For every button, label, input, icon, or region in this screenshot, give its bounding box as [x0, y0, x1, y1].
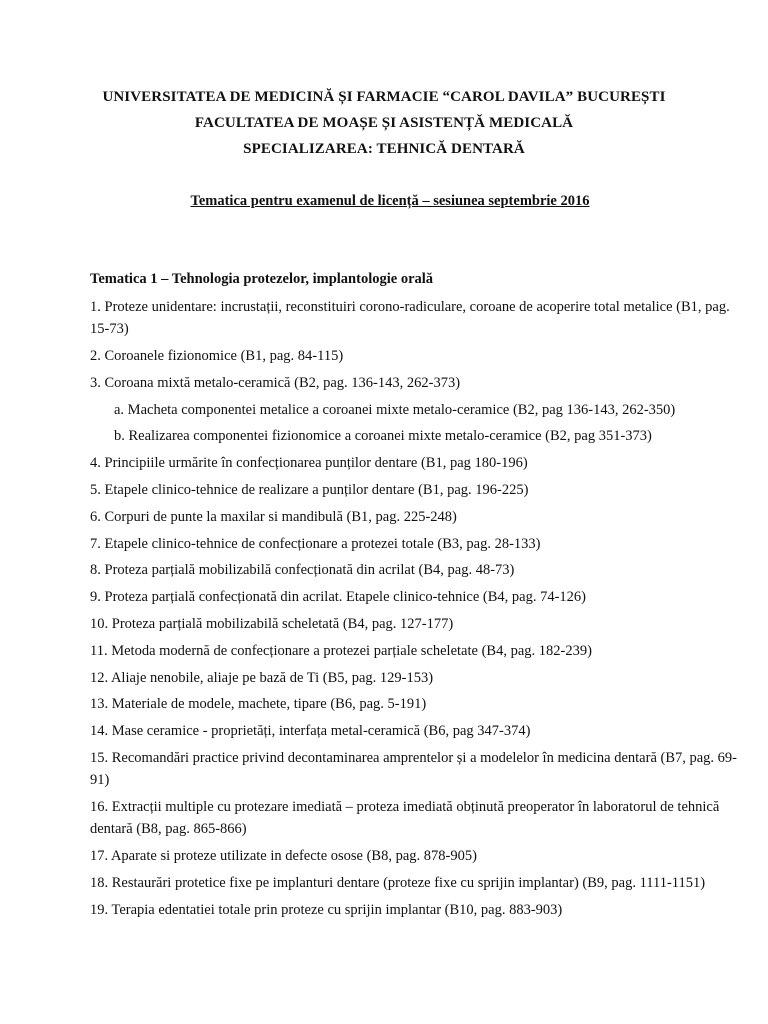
topic-item-10: 10. Proteza parțială mobilizabilă scheletată (B4, pag. 127-177): [90, 615, 454, 632]
topic-section: [90, 268, 740, 923]
topic-item-8: 8. Proteza parțială mobilizabilă confecționată din acrilat (B4, pag. 48-73): [90, 562, 515, 579]
topic-item-9: 9. Proteza parțială confecționată din acrilat. Etapele clinico-tehnice (B4, pag. 74-126): [90, 589, 587, 606]
topic-list: [90, 294, 740, 923]
topic-item-3: 3. Coroana mixtă metalo-ceramică (B2, pag. 136-143, 262-373): [90, 374, 461, 391]
topic-item-1: 1. Proteze unidentare: incrustații, reconstituiri corono-radiculare, coroane de acoperire total metalice (B1, pag. 15-73): [90, 299, 730, 337]
faculty-name: FACULTATEA DE MOAȘE ȘI ASISTENȚĂ MEDICALĂ: [194, 115, 574, 131]
topic-item-14: 14. Mase ceramice - proprietăți, interfața metal-ceramică (B6, pag 347-374): [90, 723, 531, 740]
topic-item-11: 11. Metoda modernă de confecționare a protezei parțiale scheletate (B4, pag. 182-239): [90, 642, 592, 659]
topic-subitem-3a: a. Macheta componentei metalice a coroanei mixte metalo-ceramice (B2, pag 136-143, 262-350): [114, 401, 676, 418]
document-header: [0, 84, 768, 162]
topic-item-15: 15. Recomandări practice privind decontaminarea amprentelor și a modelelor în medicina dentară (B7, pag. 69-91): [90, 749, 738, 788]
topic-item-18: 18. Restaurări protetice fixe pe implanturi dentare (proteze fixe cu sprijin implantar) (B9, pag. 1111-1151): [90, 874, 706, 891]
topic-item-13: 13. Materiale de modele, machete, tipare (B6, pag. 5-191): [90, 696, 427, 713]
topic-item-12: 12. Aliaje nenobile, aliaje pe bază de Ti (B5, pag. 129-153): [90, 669, 434, 686]
specialization-name: SPECIALIZAREA: TEHNICĂ DENTARĂ: [243, 141, 525, 157]
topic-item-16: 16. Extracții multiple cu protezare imediată – proteza imediată obținută preoperator în laboratorul de tehnică dentară (B8, pag. 865-866): [90, 798, 720, 837]
topic-item-6: 6. Corpuri de punte la maxilar si mandibulă (B1, pag. 225-248): [90, 508, 457, 525]
topic-subitem-3b: b. Realizarea componentei fizionomice a coroanei mixte metalo-ceramice (B2, pag 351-373): [114, 428, 652, 445]
topic-item-19: 19. Terapia edentatiei totale prin proteze cu sprijin implantar (B10, pag. 883-903): [90, 901, 563, 918]
topic-item-17: 17. Aparate si proteze utilizate in defecte osose (B8, pag. 878-905): [90, 847, 477, 864]
topic-item-5: 5. Etapele clinico-tehnice de realizare a punților dentare (B1, pag. 196-225): [90, 481, 529, 498]
topic-item-7: 7. Etapele clinico-tehnice de confecționare a protezei totale (B3, pag. 28-133): [90, 535, 541, 552]
topic-item-4: 4. Principiile urmărite în confecționarea punților dentare (B1, pag 180-196): [90, 455, 528, 472]
topic-item-2: 2. Coroanele fizionomice (B1, pag. 84-115): [90, 348, 344, 364]
exam-title: Tematica pentru examenul de licență – sesiunea septembrie 2016: [190, 193, 590, 209]
university-name: UNIVERSITATEA DE MEDICINĂ ȘI FARMACIE “CAROL DAVILA” BUCUREȘTI: [102, 89, 666, 105]
section-heading: Tematica 1 – Tehnologia protezelor, implantologie orală: [90, 271, 434, 287]
